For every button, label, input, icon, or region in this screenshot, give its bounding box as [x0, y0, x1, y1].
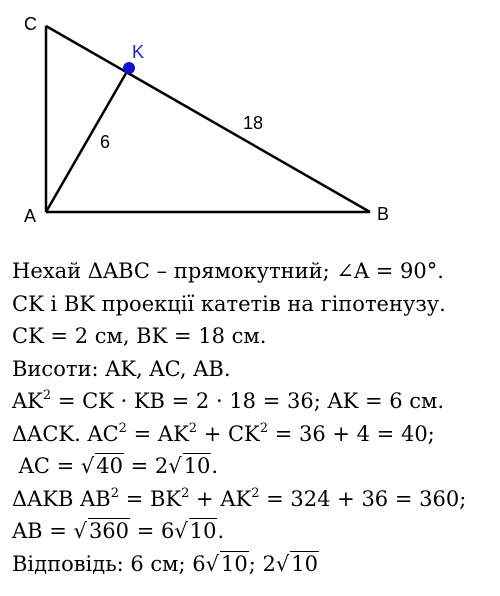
solution-line-8: ΔAKB $AB^2 = BK^2 + AK^2 = 324 + 36 = 360$;: [12, 485, 467, 511]
label-a: A: [24, 206, 37, 226]
triangle-figure: [0, 0, 500, 230]
solution-text: [12, 255, 498, 580]
solution-line-2: CK і BK проекції катетів на гіпотенузу.: [12, 291, 446, 316]
solution-answer-line: Відповідь: 6 см; 6√10; 2√10: [12, 551, 318, 576]
solution-line-4: Висоти: AK, AC, AB.: [12, 356, 231, 381]
solution-line-3: CK = 2 см, BK = 18 см.: [12, 324, 267, 348]
height-ak: [46, 68, 129, 212]
solution-line-1: Нехай ΔABC – прямокутний; ∠A = 90°.: [12, 259, 444, 283]
label-length-ak: 6: [100, 132, 111, 152]
point-k: [123, 62, 135, 74]
solution-line-9: AB = √360 = 6√10.: [12, 519, 225, 543]
solution-line-7: AC = √40 = 2√10.: [12, 454, 219, 478]
label-length-kb: 18: [243, 113, 264, 133]
label-k: K: [132, 42, 145, 62]
label-b: B: [377, 204, 390, 224]
label-c: C: [24, 14, 37, 34]
solution-line-5: $AK^2$ = CK · KB = 2 · 18 = 36; AK = 6 см.: [12, 388, 445, 413]
hypotenuse-cb: [46, 26, 370, 212]
triangle-lines: [46, 26, 370, 212]
solution-line-6: ΔACK. $AC^2 = AK^2 + CK^2 = 36 + 4 = 40$;: [12, 420, 435, 446]
